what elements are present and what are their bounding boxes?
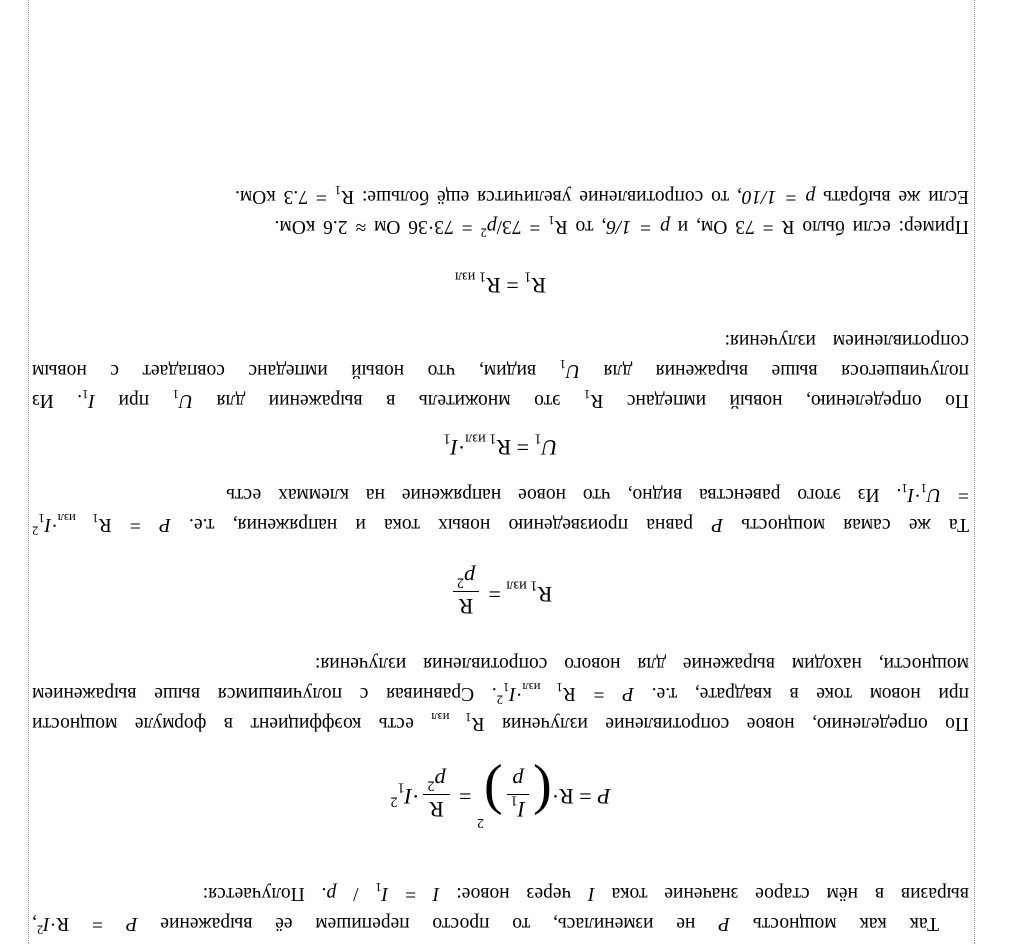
inline-formula-I-I1-p: $I = I_1 / p$ (326, 880, 440, 904)
text-run: видим, что новый импеданс совпадает с новым сопротивлением излучения: (31, 330, 969, 382)
inline-formula-R1-7-3: $R_1 = 7.3$ (283, 183, 355, 208)
text-run: не изменилась, то просто перепишем её выражение (137, 913, 719, 934)
right-margin-guide (28, 0, 29, 944)
var-P: P (718, 913, 731, 934)
text-run: Так как мощность (730, 913, 939, 934)
text-run: . Сравнивая с получившимся выше выражением мощности, находим выражение для нового сопротивления излучения: (32, 652, 969, 704)
inline-formula-p-1-10: p = 1/10 (741, 186, 816, 208)
paragraph-example-2 (32, 181, 969, 211)
text-run: , то (567, 216, 607, 238)
var-P: P (711, 514, 724, 536)
inline-formula-P-R1izl-I1: $P = R_{1 изл}\cdot I_1^2$ (496, 679, 635, 707)
text-run: , то сопротивление увеличится ещё больше: (354, 186, 742, 208)
formula-U1: $U_1 = R_{1 изл}\cdot I_1$ (443, 430, 558, 461)
text-run: Если же выбрать (815, 186, 969, 208)
paragraph-new-radiation-resistance (32, 648, 969, 738)
paragraph-new-impedance (32, 325, 969, 415)
text-run: , выразив в нём старое значение тока (31, 883, 969, 934)
text-run: при (95, 390, 173, 412)
var-I: I (588, 883, 595, 904)
paragraph-example (32, 211, 969, 241)
var-I1: $I_1$ (82, 387, 95, 412)
left-margin-guide (974, 0, 975, 944)
formula-power-expanded: P = R·( $I_1$ p )$^2$ = R $p^2$ $\cdot I_1^2$ (390, 763, 611, 830)
text-run: = 73·36 Ом ≈ 2.6 кОм. (274, 216, 481, 238)
paragraph-power-unchanged (32, 878, 969, 938)
text-run: Пример: если было R = 73 Ом, и (669, 216, 969, 238)
formula-R1izl: $R_{1 изл}$ = R $p^2$ (32, 563, 969, 621)
text-run: По определению, новое сопротивление излучения (484, 712, 969, 734)
var-U1: $U_1$ (172, 387, 194, 412)
document-body (32, 181, 969, 938)
text-run: через новое: (439, 883, 589, 904)
inline-formula-p-1-6: p = 1/6 (606, 216, 670, 238)
text-run: кОм. (234, 186, 284, 208)
var-R1izl: $R_{1 изл}$ (431, 709, 485, 734)
text-run: . Из этого равенства видно, что новое напряжение на клеммах есть (226, 484, 902, 506)
text-run: есть коэффициент в формуле мощности при новом токе в квадрате, т.е. (32, 682, 969, 734)
paragraph-power-product (32, 479, 969, 539)
text-run: . Получается: (202, 883, 327, 904)
inline-formula-R1-73-p2: $R_1 = 73/p^2$ (480, 213, 568, 240)
inline-formula-P-RI2: $P = R\cdot I^2$ (36, 913, 138, 937)
text-run: Та же самая мощность (723, 514, 969, 536)
text-run: равна произведению новых тока и напряжения, т.е. (170, 514, 712, 536)
var-R1: $R_1$ (583, 387, 604, 412)
var-U1: $U_1$ (559, 357, 581, 382)
text-run: По определению, новый импеданс (603, 390, 969, 412)
text-run: это множитель в выражении для (193, 390, 584, 412)
formula-R1-equals-R1izl: $R_1 = R_{1 изл}$ (454, 268, 547, 299)
text-run: . Из получившегося выше выражения для (32, 360, 969, 412)
inline-formula-P-UI: $P = R_{1 изл}\cdot I_1^2 = U_1\cdot I_1$ (32, 481, 969, 538)
